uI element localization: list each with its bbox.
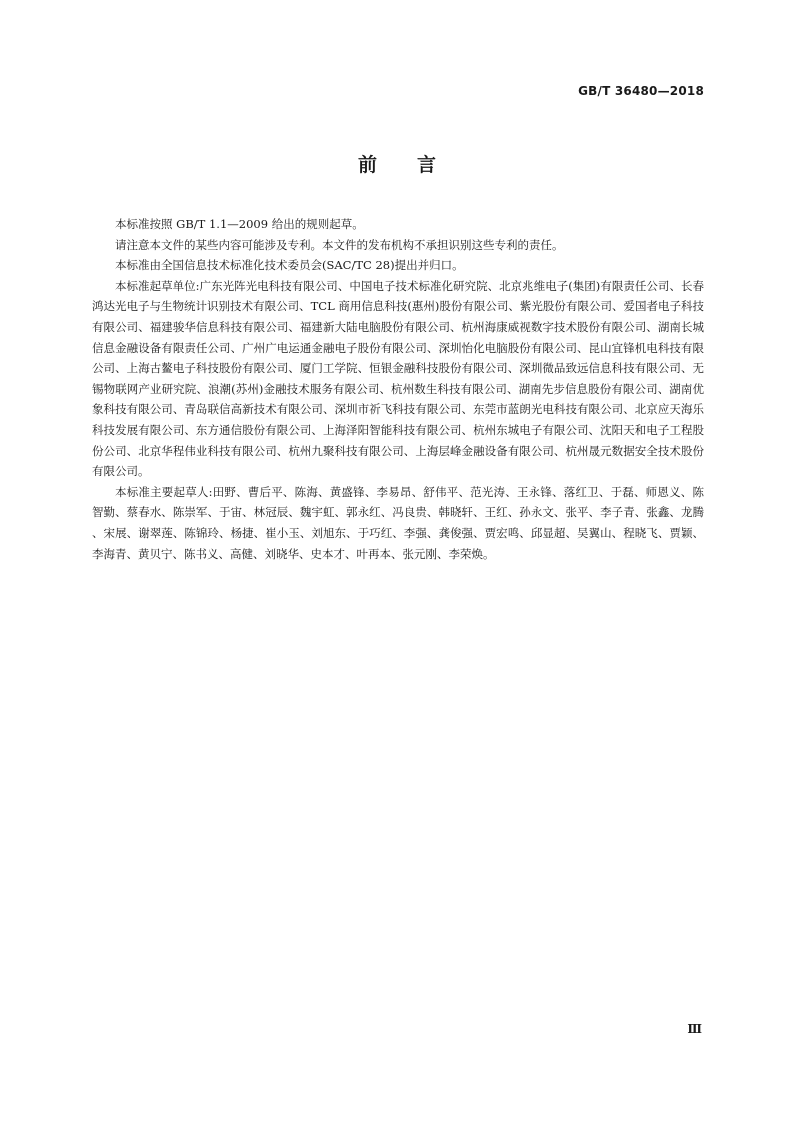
page-title: [0, 150, 794, 177]
page-number: Ⅲ: [687, 1022, 702, 1036]
paragraph-proposer: 本标准由全国信息技术标准化技术委员会(SAC/TC 28)提出并归口。: [115, 258, 464, 273]
title-char-2: 言: [417, 154, 437, 176]
paragraph-patent-notice: 请注意本文件的某些内容可能涉及专利。本文件的发布机构不承担识别这些专利的责任。: [115, 237, 564, 252]
paragraph-drafters: 本标准主要起草人:田野、曹后平、陈海、黄盛锋、李易昂、舒伟平、范光涛、王永锋、落红卫、于磊、师恩义、陈智勤、蔡春水、陈崇军、于宙、林冠辰、魏宇虹、郭永红、冯良贵、韩晓轩、王红、孙永文、张平、李子青、张鑫、龙腾、宋展、谢翠莲、陈锦玲、杨捷、崔小玉、刘旭东、于巧红、李强、龚俊强、贾宏鸣、邱显超、吴翼山、程晓飞、贾颖、李海青、黄贝宁、陈书义、高健、刘晓华、史本才、叶再本、张元刚、李荣焕。: [92, 484, 704, 561]
title-char-1: 前: [357, 154, 377, 176]
foreword-body: [92, 214, 704, 564]
paragraph-drafting-rules: 本标准按照 GB/T 1.1—2009 给出的规则起草。: [115, 217, 364, 231]
standard-number: GB/T 36480—2018: [578, 84, 704, 98]
paragraph-drafting-units: 本标准起草单位:广东光阵光电科技有限公司、中国电子技术标准化研究院、北京兆维电子(集团)有限责任公司、长春鸿达光电子与生物统计识别技术有限公司、TCL 商用信息科技(惠州)股份有限公司、紫光股份有限公司、爱国者电子科技有限公司、福建骏华信息科技有限公司、福建新大陆电脑股份有限公司、杭州海康威视数字技术股份有限公司、湖南长城信息金融设备有限责任公司、广州广电运通金融电子股份有限公司、深圳怡化电脑股份有限公司、昆山宜锋机电科技有限公司、上海古鳌电子科技股份有限公司、厦门工学院、恒银金融科技股份有限公司、深圳微品致远信息科技有限公司、无锡物联网产业研究院、浪潮(苏州)金融技术服务有限公司、杭州数生科技有限公司、湖南先步信息股份有限公司、湖南优象科技有限公司、青岛联信高新技术有限公司、深圳市祈飞科技有限公司、东莞市蓝朗光电科技有限公司、北京应天海乐科技发展有限公司、东方通信股份有限公司、上海泽阳智能科技有限公司、杭州东城电子有限公司、沈阳天和电子工程股份公司、北京华程伟业科技有限公司、杭州九聚科技有限公司、上海层峰金融设备有限公司、杭州晟元数据安全技术股份有限公司。: [92, 278, 704, 479]
